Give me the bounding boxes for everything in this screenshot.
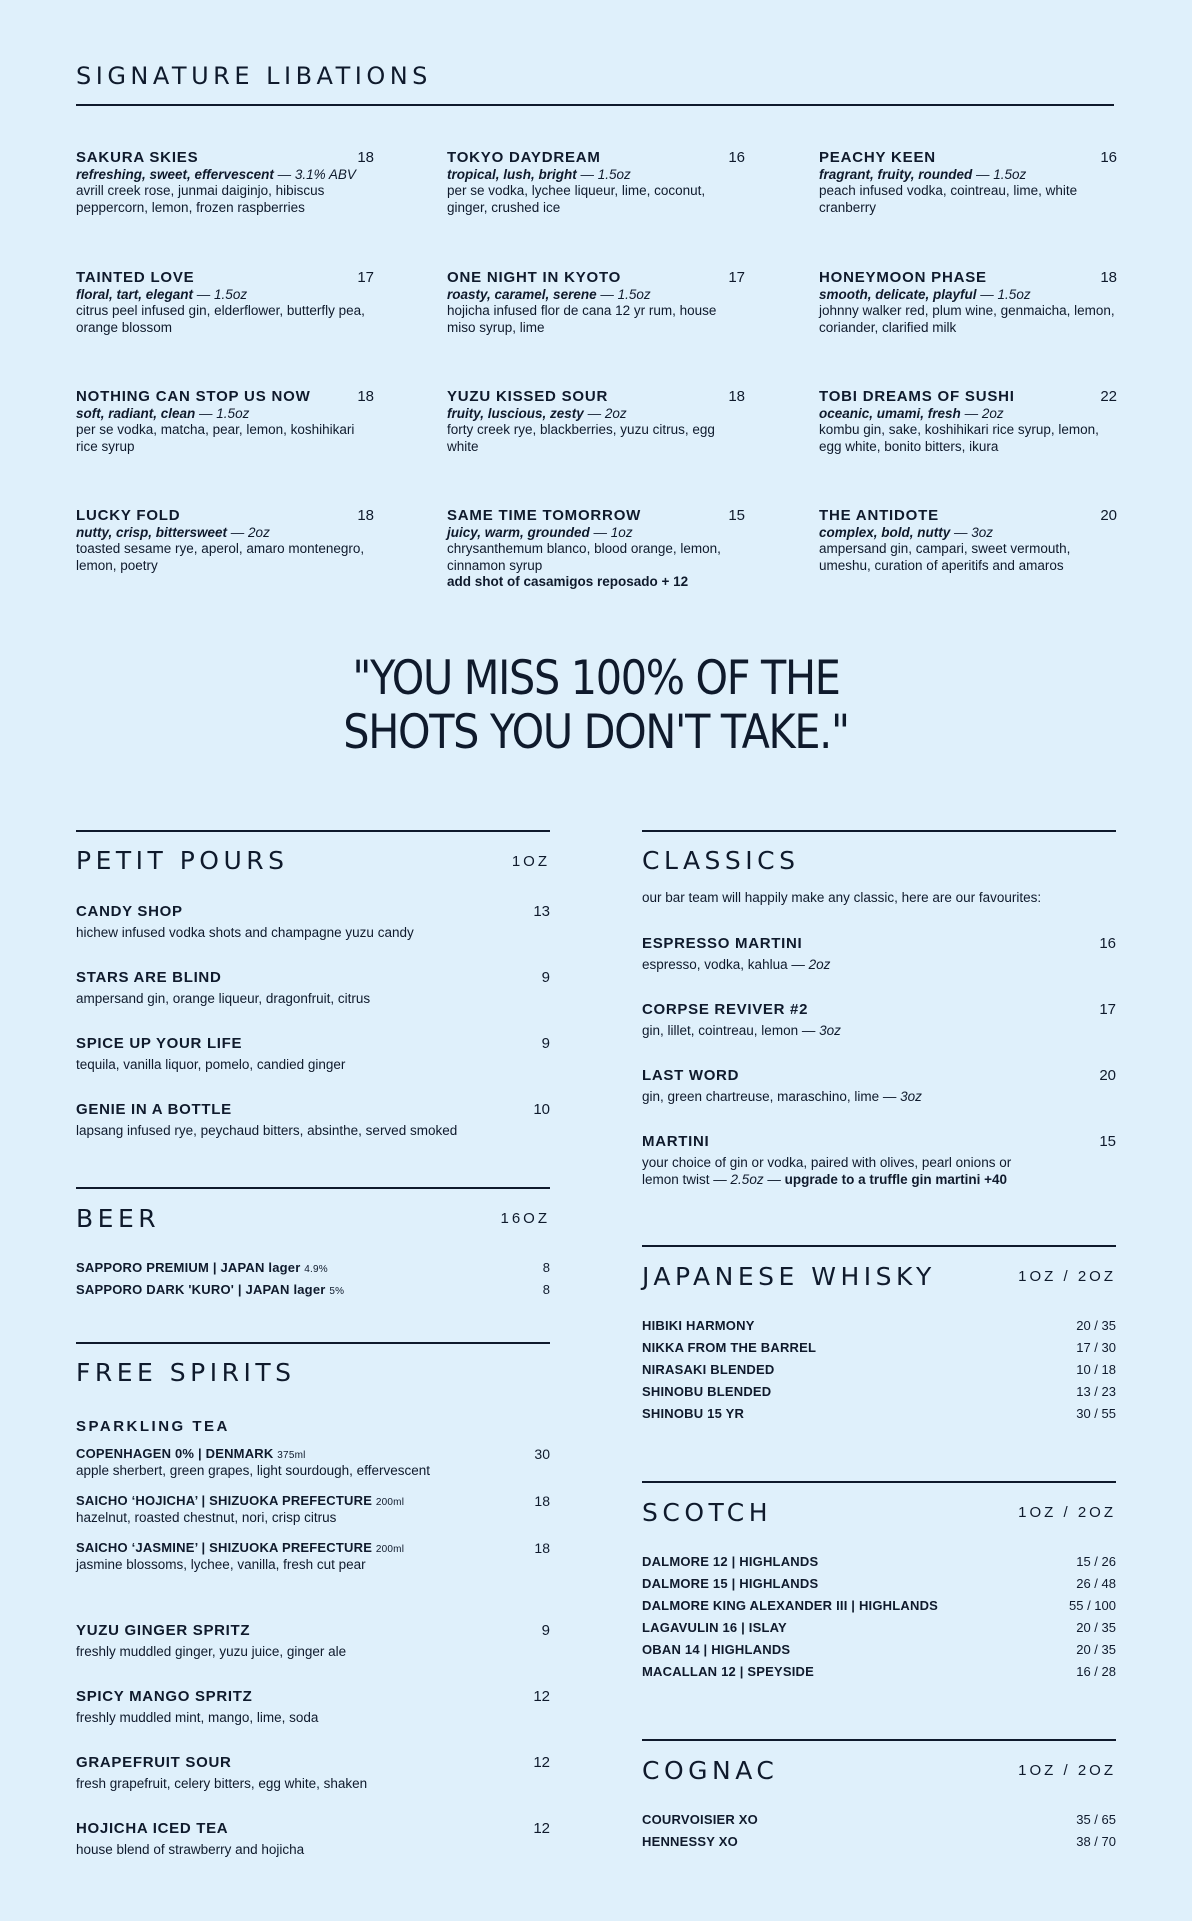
cocktail-item — [76, 270, 374, 336]
measure: — 2oz — [587, 405, 627, 421]
divider — [76, 1342, 550, 1344]
item-description: tequila, vanilla liquor, pomelo, candied ginger — [76, 1057, 346, 1072]
spirit-name: NIKKA FROM THE BARREL — [642, 1340, 817, 1355]
quote — [230, 652, 962, 760]
item-price: 16 — [1099, 935, 1116, 952]
spirit-price: 16 / 28 — [1076, 1664, 1116, 1679]
cocktail-name: HONEYMOON PHASE — [819, 269, 987, 286]
cocktail-price: 22 — [1100, 388, 1117, 405]
cocktail-name: PEACHY KEEN — [819, 149, 936, 166]
tea-name: SAICHO ‘JASMINE’ | SHIZUOKA PREFECTURE — [76, 1540, 373, 1555]
item-description-line — [642, 956, 830, 973]
cocktail-tasting-notes — [819, 167, 1117, 184]
spirit-price: 15 / 26 — [1076, 1554, 1116, 1569]
spirit-name: DALMORE KING ALEXANDER III | HIGHLANDS — [642, 1598, 939, 1613]
item-measure: 2.5oz — [730, 1172, 764, 1187]
beer-style: lager — [268, 1260, 301, 1275]
section-measure: 1OZ / 2OZ — [1018, 1762, 1116, 1779]
tasting-notes: roasty, caramel, serene — [447, 286, 597, 302]
item-name: CORPSE REVIVER #2 — [642, 1001, 809, 1018]
tasting-notes: floral, tart, elegant — [76, 286, 194, 302]
item-description: hichew infused vodka shots and champagne yuzu candy — [76, 925, 414, 940]
item-description: lapsang infused rye, peychaud bitters, absinthe, served smoked — [76, 1123, 458, 1138]
tasting-notes: nutty, crisp, bittersweet — [76, 524, 228, 540]
cocktail-tasting-notes — [76, 406, 374, 423]
tea-name: SAICHO ‘HOJICHA’ | SHIZUOKA PREFECTURE — [76, 1493, 373, 1508]
item-name: SPICY MANGO SPRITZ — [76, 1688, 253, 1705]
cocktail-price: 20 — [1100, 507, 1117, 524]
cocktail-item — [447, 150, 745, 216]
item-price: 12 — [533, 1754, 550, 1771]
cocktail-price: 17 — [728, 269, 745, 286]
cocktail-price: 16 — [728, 149, 745, 166]
spirit-price: 20 / 35 — [1076, 1620, 1116, 1635]
tasting-notes: soft, radiant, clean — [76, 405, 196, 421]
measure: — 1.5oz — [600, 286, 651, 302]
item-description: house blend of strawberry and hojicha — [76, 1842, 305, 1857]
cocktail-description: kombu gin, sake, koshihikari rice syrup, lemon, egg white, bonito bitters, ikura — [819, 422, 1099, 454]
tasting-notes: refreshing, sweet, effervescent — [76, 166, 274, 182]
cocktail-description: forty creek rye, blackberries, yuzu citrus, egg white — [447, 422, 715, 454]
section-title-beer: BEER — [76, 1204, 161, 1233]
cocktail-tasting-notes — [447, 167, 745, 184]
cocktail-description: avrill creek rose, junmai daiginjo, hibiscus peppercorn, lemon, frozen raspberries — [76, 183, 325, 215]
cocktail-name: LUCKY FOLD — [76, 507, 181, 524]
cocktail-tasting-notes — [76, 525, 374, 542]
subsection-title-sparkling-tea: SPARKLING TEA — [76, 1418, 230, 1435]
cocktail-item — [819, 150, 1117, 216]
tea-size: 200ml — [375, 1544, 405, 1555]
section-measure: 16OZ — [500, 1210, 550, 1227]
cocktail-description: chrysanthemum blanco, blood orange, lemon, cinnamon syrup — [447, 541, 721, 573]
spirit-name: NIRASAKI BLENDED — [642, 1362, 775, 1377]
cocktail-description: per se vodka, lychee liqueur, lime, coconut, ginger, crushed ice — [447, 183, 706, 215]
item-description: gin, green chartreuse, maraschino, lime — — [642, 1089, 897, 1104]
spirit-name: HIBIKI HARMONY — [642, 1318, 755, 1333]
cocktail-price: 15 — [728, 507, 745, 524]
tea-description: jasmine blossoms, lychee, vanilla, fresh cut pear — [76, 1557, 366, 1572]
cocktail-price: 18 — [357, 149, 374, 166]
item-price: 9 — [541, 1622, 550, 1639]
cocktail-tasting-notes — [819, 287, 1117, 304]
cocktail-price: 17 — [357, 269, 374, 286]
cocktail-name: TAINTED LOVE — [76, 269, 195, 286]
item-price: 15 — [1099, 1133, 1116, 1150]
spirit-price: 35 / 65 — [1076, 1812, 1116, 1827]
tea-price: 18 — [534, 1493, 550, 1509]
item-name: GRAPEFRUIT SOUR — [76, 1754, 232, 1771]
cocktail-name: SAKURA SKIES — [76, 149, 199, 166]
item-price: 12 — [533, 1820, 550, 1837]
item-measure: 3oz — [819, 1023, 841, 1038]
divider — [642, 1739, 1116, 1741]
cocktail-addon: add shot of casamigos reposado + 12 — [447, 574, 689, 589]
tasting-notes: oceanic, umami, fresh — [819, 405, 961, 421]
item-name: GENIE IN A BOTTLE — [76, 1101, 232, 1118]
tasting-notes: juicy, warm, grounded — [447, 524, 590, 540]
cocktail-price: 16 — [1100, 149, 1117, 166]
measure: — 1.5oz — [196, 286, 248, 302]
measure: — 1.5oz — [580, 166, 631, 182]
spirit-price: 30 / 55 — [1076, 1406, 1116, 1421]
tea-description: hazelnut, roasted chestnut, nori, crisp citrus — [76, 1510, 337, 1525]
cocktail-name: ONE NIGHT IN KYOTO — [447, 269, 622, 286]
cocktail-tasting-notes — [447, 406, 745, 423]
item-name: ESPRESSO MARTINI — [642, 935, 803, 952]
tea-description: apple sherbert, green grapes, light sourdough, effervescent — [76, 1463, 430, 1478]
cocktail-description: ampersand gin, campari, sweet vermouth, umeshu, curation of aperitifs and amaros — [819, 541, 1071, 573]
item-price: 13 — [533, 903, 550, 920]
measure: — 2oz — [964, 405, 1004, 421]
divider — [76, 830, 550, 832]
beer-name: SAPPORO PREMIUM | JAPAN — [76, 1260, 265, 1275]
cocktail-item — [447, 389, 745, 455]
cocktail-item — [76, 508, 374, 574]
item-name: STARS ARE BLIND — [76, 969, 222, 986]
quote-line: "YOU MISS 100% OF THE — [352, 651, 840, 706]
spirit-price: 17 / 30 — [1076, 1340, 1116, 1355]
beer-style: lager — [293, 1282, 326, 1297]
tea-price: 30 — [534, 1446, 550, 1462]
item-price: 10 — [533, 1101, 550, 1118]
item-price: 20 — [1099, 1067, 1116, 1084]
cocktail-tasting-notes — [76, 287, 374, 304]
tea-size: 200ml — [375, 1497, 405, 1508]
measure: — 3.1% ABV — [277, 166, 356, 182]
item-price: 9 — [541, 969, 550, 986]
section-title-scotch: SCOTCH — [642, 1498, 773, 1527]
item-name: YUZU GINGER SPRITZ — [76, 1622, 251, 1639]
cocktail-name: THE ANTIDOTE — [819, 507, 939, 524]
spirit-name: SHINOBU BLENDED — [642, 1384, 772, 1399]
cocktail-description: hojicha infused flor de cana 12 yr rum, house miso syrup, lime — [447, 303, 717, 335]
spirit-price: 20 / 35 — [1076, 1642, 1116, 1657]
item-price: 17 — [1099, 1001, 1116, 1018]
measure: — 1.5oz — [199, 405, 250, 421]
cocktail-name: TOKYO DAYDREAM — [447, 149, 601, 166]
spirit-name: DALMORE 15 | HIGHLANDS — [642, 1576, 819, 1591]
beer-row — [76, 1257, 328, 1281]
item-description: espresso, vodka, kahlua — — [642, 957, 805, 972]
spirit-price: 13 / 23 — [1076, 1384, 1116, 1399]
divider — [642, 830, 1116, 832]
cocktail-item — [447, 270, 745, 336]
item-name: SPICE UP YOUR LIFE — [76, 1035, 243, 1052]
spirit-price: 10 / 18 — [1076, 1362, 1116, 1377]
item-description: ampersand gin, orange liqueur, dragonfruit, citrus — [76, 991, 371, 1006]
divider — [642, 1481, 1116, 1483]
classics-intro: our bar team will happily make any classic, here are our favourites: — [642, 890, 1042, 905]
measure: — 2oz — [230, 524, 270, 540]
item-price: 9 — [541, 1035, 550, 1052]
cocktail-tasting-notes — [819, 406, 1117, 423]
tasting-notes: smooth, delicate, playful — [819, 286, 977, 302]
section-measure: 1OZ / 2OZ — [1018, 1268, 1116, 1285]
section-measure: 1OZ — [511, 853, 550, 870]
cocktail-item — [819, 508, 1117, 574]
item-upgrade: upgrade to a truffle gin martini +40 — [784, 1172, 1008, 1187]
item-name: HOJICHA ICED TEA — [76, 1820, 229, 1837]
cocktail-name: NOTHING CAN STOP US NOW — [76, 388, 311, 405]
spirit-name: OBAN 14 | HIGHLANDS — [642, 1642, 791, 1657]
cocktail-item — [447, 508, 745, 591]
cocktail-tasting-notes — [76, 167, 374, 184]
beer-name: SAPPORO DARK 'KURO' | JAPAN — [76, 1282, 290, 1297]
beer-price: 8 — [542, 1282, 550, 1297]
cocktail-item — [76, 389, 374, 455]
item-name: CANDY SHOP — [76, 903, 183, 920]
measure: — 1.5oz — [976, 166, 1027, 182]
item-price: 12 — [533, 1688, 550, 1705]
cocktail-price: 18 — [357, 507, 374, 524]
spirit-price: 38 / 70 — [1076, 1834, 1116, 1849]
quote-line: SHOTS YOU DON'T TAKE." — [343, 705, 849, 760]
section-title-cognac: COGNAC — [642, 1756, 779, 1785]
spirit-name: COURVOISIER XO — [642, 1812, 758, 1827]
cocktail-name: YUZU KISSED SOUR — [447, 388, 609, 405]
beer-abv: 5% — [329, 1286, 345, 1297]
cocktail-price: 18 — [1100, 269, 1117, 286]
item-measure: 3oz — [900, 1089, 922, 1104]
spirit-price: 26 / 48 — [1076, 1576, 1116, 1591]
cocktail-tasting-notes — [447, 287, 745, 304]
item-description-line — [642, 1088, 922, 1105]
tasting-notes: complex, bold, nutty — [819, 524, 951, 540]
spirit-price: 55 / 100 — [1069, 1598, 1116, 1613]
section-title-japanese-whisky: JAPANESE WHISKY — [642, 1262, 936, 1291]
cocktail-tasting-notes — [819, 525, 1117, 542]
cocktail-price: 18 — [357, 388, 374, 405]
section-title-petit-pours: PETIT POURS — [76, 846, 289, 875]
spirit-price: 20 / 35 — [1076, 1318, 1116, 1333]
measure: — 1oz — [593, 524, 633, 540]
cocktail-description: peach infused vodka, cointreau, lime, white cranberry — [819, 183, 1078, 215]
item-description: fresh grapefruit, celery bitters, egg white, shaken — [76, 1776, 368, 1791]
cocktail-item — [76, 150, 374, 216]
divider — [76, 1187, 550, 1189]
section-measure: 1OZ / 2OZ — [1018, 1504, 1116, 1521]
tea-name: COPENHAGEN 0% | DENMARK — [76, 1446, 274, 1461]
cocktail-tasting-notes — [447, 525, 745, 542]
divider — [642, 1245, 1116, 1247]
separator: — — [767, 1172, 781, 1187]
item-description: gin, lillet, cointreau, lemon — — [642, 1023, 816, 1038]
cocktail-name: TOBI DREAMS OF SUSHI — [819, 388, 1015, 405]
beer-row — [76, 1279, 344, 1303]
measure: — 3oz — [954, 524, 994, 540]
cocktail-description: citrus peel infused gin, elderflower, butterfly pea, orange blossom — [76, 303, 365, 335]
item-name: MARTINI — [642, 1133, 710, 1150]
spirit-name: MACALLAN 12 | SPEYSIDE — [642, 1664, 815, 1679]
spirit-name: HENNESSY XO — [642, 1834, 738, 1849]
cocktail-description: toasted sesame rye, aperol, amaro montenegro, lemon, poetry — [76, 541, 365, 573]
item-description-line — [642, 1171, 1007, 1188]
spirit-name: LAGAVULIN 16 | ISLAY — [642, 1620, 787, 1635]
item-description-end: lemon twist — — [642, 1172, 727, 1187]
cocktail-price: 18 — [728, 388, 745, 405]
item-description: freshly muddled mint, mango, lime, soda — [76, 1710, 319, 1725]
item-description: freshly muddled ginger, yuzu juice, ginger ale — [76, 1644, 347, 1659]
section-title-classics: CLASSICS — [642, 846, 800, 875]
spirit-name: DALMORE 12 | HIGHLANDS — [642, 1554, 819, 1569]
cocktail-description: johnny walker red, plum wine, genmaicha, lemon, coriander, clarified milk — [819, 303, 1115, 335]
tea-price: 18 — [534, 1540, 550, 1556]
divider — [76, 104, 1114, 106]
spirit-name: SHINOBU 15 YR — [642, 1406, 745, 1421]
cocktail-name: SAME TIME TOMORROW — [447, 507, 642, 524]
item-description: your choice of gin or vodka, paired with olives, pearl onions or — [642, 1155, 1012, 1170]
measure: — 1.5oz — [980, 286, 1031, 302]
section-title-free-spirits: FREE SPIRITS — [76, 1358, 296, 1387]
item-measure: 2oz — [808, 957, 831, 972]
cocktail-item — [819, 270, 1117, 336]
item-description-line — [642, 1022, 841, 1039]
tasting-notes: fruity, luscious, zesty — [447, 405, 584, 421]
item-name: LAST WORD — [642, 1067, 740, 1084]
cocktail-item — [819, 389, 1117, 455]
tasting-notes: tropical, lush, bright — [447, 166, 577, 182]
section-title-signature: SIGNATURE LIBATIONS — [76, 62, 432, 90]
tasting-notes: fragrant, fruity, rounded — [819, 166, 973, 182]
tea-size: 375ml — [277, 1450, 306, 1461]
cocktail-description: per se vodka, matcha, pear, lemon, koshihikari rice syrup — [76, 422, 355, 454]
beer-abv: 4.9% — [304, 1264, 328, 1275]
beer-price: 8 — [542, 1260, 550, 1275]
